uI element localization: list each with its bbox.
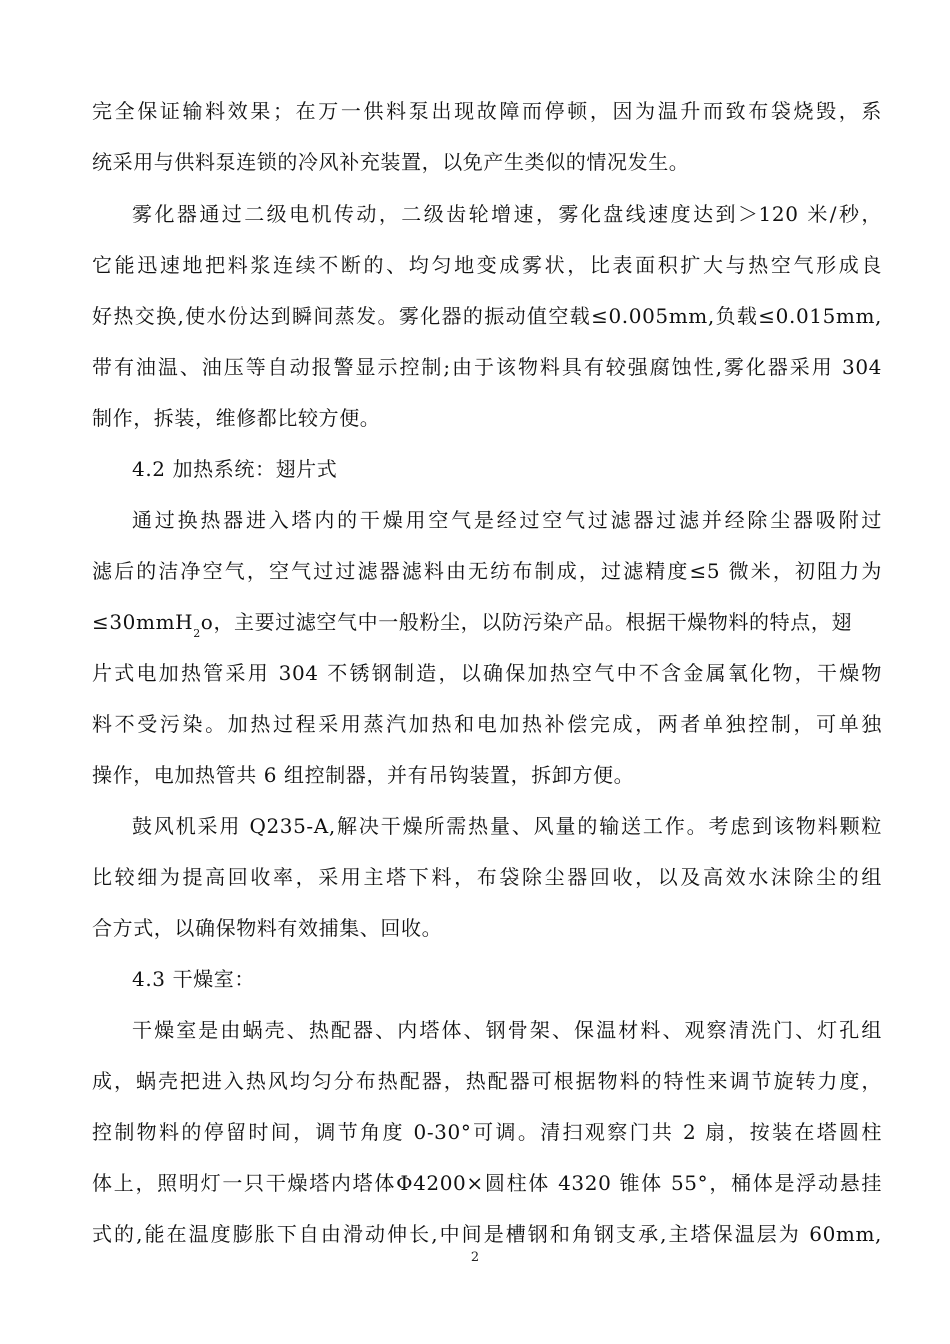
text-line: 鼓风机采用 Q235-A,解决干燥所需热量、风量的输送工作。考虑到该物料颗粒 [132, 814, 882, 838]
text-line: 通过换热器进入塔内的干燥用空气是经过空气过滤器过滤并经除尘器吸附过 [132, 508, 882, 532]
text-line: 雾化器通过二级电机传动，二级齿轮增速，雾化盘线速度达到＞120 米/秒， [132, 202, 882, 226]
text-segment: o [200, 610, 214, 634]
text-line: 片式电加热管采用 304 不锈钢制造，以确保加热空气中不含金属氧化物，干燥物 [92, 661, 882, 685]
section-heading: 4.2 加热系统：翅片式 [132, 457, 338, 481]
text-line: 操作，电加热管共 6 组控制器，并有吊钩装置，拆卸方便。 [92, 763, 635, 787]
subscript: 2 [193, 627, 201, 640]
text-line: 合方式，以确保物料有效捕集、回收。 [92, 916, 443, 940]
text-line: 料不受污染。加热过程采用蒸汽加热和电加热补偿完成，两者单独控制，可单独 [92, 712, 882, 736]
page-number: 2 [470, 1250, 480, 1265]
text-line: 体上，照明灯一只干燥塔内塔体Φ4200×圆柱体 4320 锥体 55°，桶体是浮动悬挂 [92, 1171, 882, 1195]
text-line: 完全保证输料效果；在万一供料泵出现故障而停顿，因为温升而致布袋烧毁，系 [92, 99, 882, 123]
section-heading: 4.3 干燥室： [132, 967, 255, 991]
text-line: 比较细为提高回收率，采用主塔下料，布袋除尘器回收，以及高效水沫除尘的组 [92, 865, 882, 889]
text-line: 滤后的洁净空气，空气过过滤器滤料由无纺布制成，过滤精度≤5 微米，初阻力为 [92, 559, 882, 583]
text-line: 带有油温、油压等自动报警显示控制;由于该物料具有较强腐蚀性,雾化器采用 304 [92, 355, 882, 379]
text-line-with-subscript [92, 607, 882, 640]
text-segment: ≤30mmH [92, 610, 194, 634]
text-line: 好热交换,使水份达到瞬间蒸发。雾化器的振动值空载≤0.005mm,负载≤0.015mm, [92, 304, 882, 328]
text-line: 制作，拆装，维修都比较方便。 [92, 406, 381, 430]
text-line: 式的,能在温度膨胀下自由滑动伸长,中间是槽钢和角钢支承,主塔保温层为 60mm, [92, 1222, 882, 1246]
text-segment: ，主要过滤空气中一般粉尘，以防污染产品。根据干燥物料的特点，翅 [213, 610, 853, 634]
text-line: 成，蜗壳把进入热风均匀分布热配器，热配器可根据物料的特性来调节旋转力度， [92, 1069, 882, 1093]
text-line: 统采用与供料泵连锁的冷风补充装置，以免产生类似的情况发生。 [92, 150, 690, 174]
text-line: 它能迅速地把料浆连续不断的、均匀地变成雾状，比表面积扩大与热空气形成良 [92, 253, 882, 277]
text-line: 干燥室是由蜗壳、热配器、内塔体、钢骨架、保温材料、观察清洗门、灯孔组 [132, 1018, 882, 1042]
text-line: 控制物料的停留时间，调节角度 0-30°可调。清扫观察门共 2 扇，按装在塔圆柱 [92, 1120, 882, 1144]
